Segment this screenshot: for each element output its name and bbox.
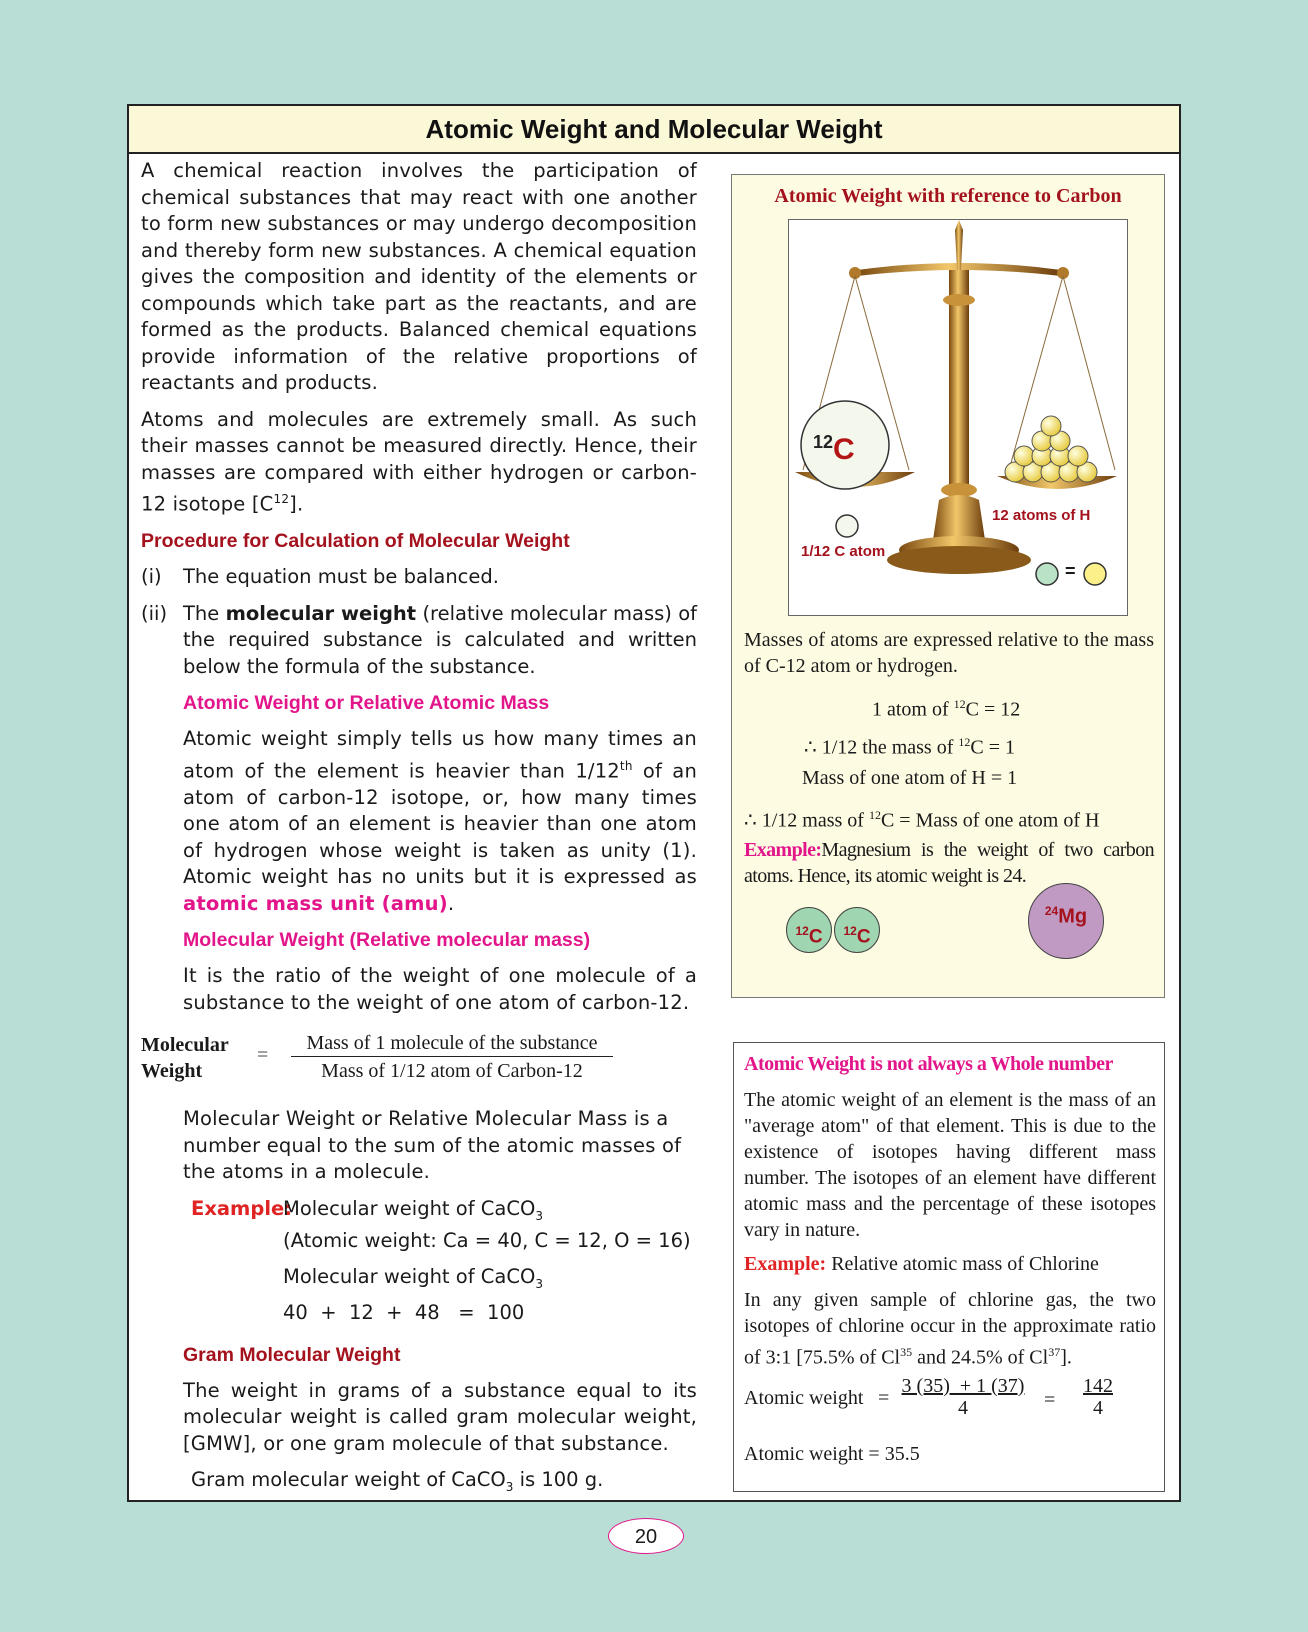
example-line-4: 40 + 12 + 48 = 100 [283,1300,525,1324]
chlorine-example: Example: Relative atomic mass of Chlorine [744,1253,1099,1275]
example-block [141,1196,697,1332]
procedure-heading: Procedure for Calculation of Molecular Weight [141,530,570,552]
atomic-weight-heading: Atomic Weight or Relative Atomic Mass [183,692,550,714]
carbon-box-title: Atomic Weight with reference to Carbon [774,185,1122,207]
example-line-3: Molecular weight of CaCO$_3$ [283,1264,543,1291]
c12-label: $^{12}$C [813,432,855,466]
intro-paragraph: A chemical reaction involves the participation of chemical substances that may react with one another to form new substances or may undergo decomposition and thereby form new substances. A chemical equation gives the composition and identity of the elements or compounds which take part as the reactants, and are formed as the products. Balanced chemical equations provide information of the relative proportions of reactants and products. [141,159,697,394]
page-title: Atomic Weight and Molecular Weight [129,106,1179,154]
hydrogen-label: 12 atoms of H [992,507,1091,524]
molecular-weight-formula [141,1028,697,1092]
calc-equals-2: = [1044,1389,1056,1411]
masses-paragraph: Masses of atoms are expressed relative to the mass of C-12 atom or hydrogen. [744,629,1154,677]
gram-molecular-paragraph: The weight in grams of a substance equal to its molecular weight is called gram molecular weight, [GMW], or one gram molecule of that substance. [183,1378,697,1455]
formula-lhs-2: Weight [141,1060,203,1082]
step-1-number: (i) [141,565,162,588]
gram-molecular-heading: Gram Molecular Weight [183,1343,401,1366]
fraction-2: 142 4 [1083,1375,1113,1419]
page-frame [127,104,1181,1502]
example-line-2: (Atomic weight: Ca = 40, C = 12, O = 16) [283,1228,691,1252]
formula-lhs-1: Molecular [141,1034,229,1056]
atomic-weight-label: Atomic weight [744,1387,864,1409]
magnesium-circle: $^{24}$Mg [1028,883,1104,959]
page-number: 20 [608,1518,684,1554]
step-1-text: The equation must be balanced. [183,565,499,588]
atomic-weight-result: Atomic weight = 35.5 [744,1443,920,1465]
example-line-1: Molecular weight of CaCO$_3$ [283,1196,543,1223]
equation-2: ∴ 1/12 the mass of $^{12}$C = 1 [804,735,1015,759]
whole-number-title: Atomic Weight is not always a Whole number [744,1053,1113,1075]
equation-3: Mass of one atom of H = 1 [802,767,1018,789]
carbon-circle-2: $^{12}$C [834,907,880,953]
fraction-1: 3 (35) + 1 (37) 4 [901,1375,1025,1419]
equation-1: 1 atom of $^{12}$C = 12 [872,697,1021,721]
c-atom-label: 1/12 C atom [801,543,886,560]
carbon-reference-box [731,174,1165,998]
carbon-circle-1: $^{12}$C [786,907,832,953]
step-2 [141,601,697,681]
calc-equals-1: = [878,1387,890,1409]
average-atom-paragraph: The atomic weight of an element is the mass of an "average atom" of that element. This is due to the existence of isotopes having different mass number. The isotopes of an element have different atomic mass and the percentage of these isotopes vary in nature. [744,1089,1156,1241]
atoms-paragraph: Atoms and molecules are extremely small. As such their masses cannot be measured directly. Hence, their masses are compared with either hydrogen or carbon-12 isotope $[C^{12}]$. [141,407,697,516]
step-2-number: (ii) [141,601,168,625]
example-label: Example: [191,1196,293,1220]
equal-sign: = [1065,561,1076,581]
molecular-sum-paragraph: Molecular Weight or Relative Molecular Mass is a number equal to the sum of the atomic masses of the atoms in a molecule. [183,1107,682,1183]
whole-number-box [733,1042,1165,1492]
balance-illustration [788,219,1128,616]
equation-4: ∴ 1/12 mass of $^{12}$C = Mass of one atom of H [744,808,1100,832]
molecular-weight-heading: Molecular Weight (Relative molecular mass) [183,929,591,951]
formula-denominator: Mass of 1/12 atom of Carbon-12 [321,1060,583,1082]
formula-equals: = [257,1044,269,1066]
gram-molecular-line: Gram molecular weight of CaCO$_3$ is 100 g. [191,1468,604,1494]
molecular-weight-paragraph: It is the ratio of the weight of one molecule of a substance to the weight of one atom of carbon-12. [183,964,697,1014]
chlorine-paragraph: In any given sample of chlorine gas, the two isotopes of chlorine occur in the approximate ratio of 3:1 [75.5% of Cl$^{35}$ and 24.5% of Cl$^{37}$]. [744,1289,1156,1369]
formula-numerator: Mass of 1 molecule of the substance [291,1030,613,1057]
step-1 [141,564,697,591]
step-2-text: The molecular weight (relative molecular mass) of the required substance is calculated and written below the formula of the substance. [183,601,698,678]
atomic-weight-paragraph: Atomic weight simply tells us how many times an atom of the element is heavier than 1/12th of an atom of carbon-12 isotope, or, how many times one atom of an element is heavier than one atom of hydrogen whose weight is taken as unity (1). Atomic weight has no units but it is expressed as atomic mass unit (amu). [183,727,698,915]
magnesium-example: Example:Magnesium is the weight of two carbon atoms. Hence, its atomic weight is 24. [744,839,1154,887]
left-column [141,158,697,1500]
atomic-weight-calc [744,1375,1156,1419]
